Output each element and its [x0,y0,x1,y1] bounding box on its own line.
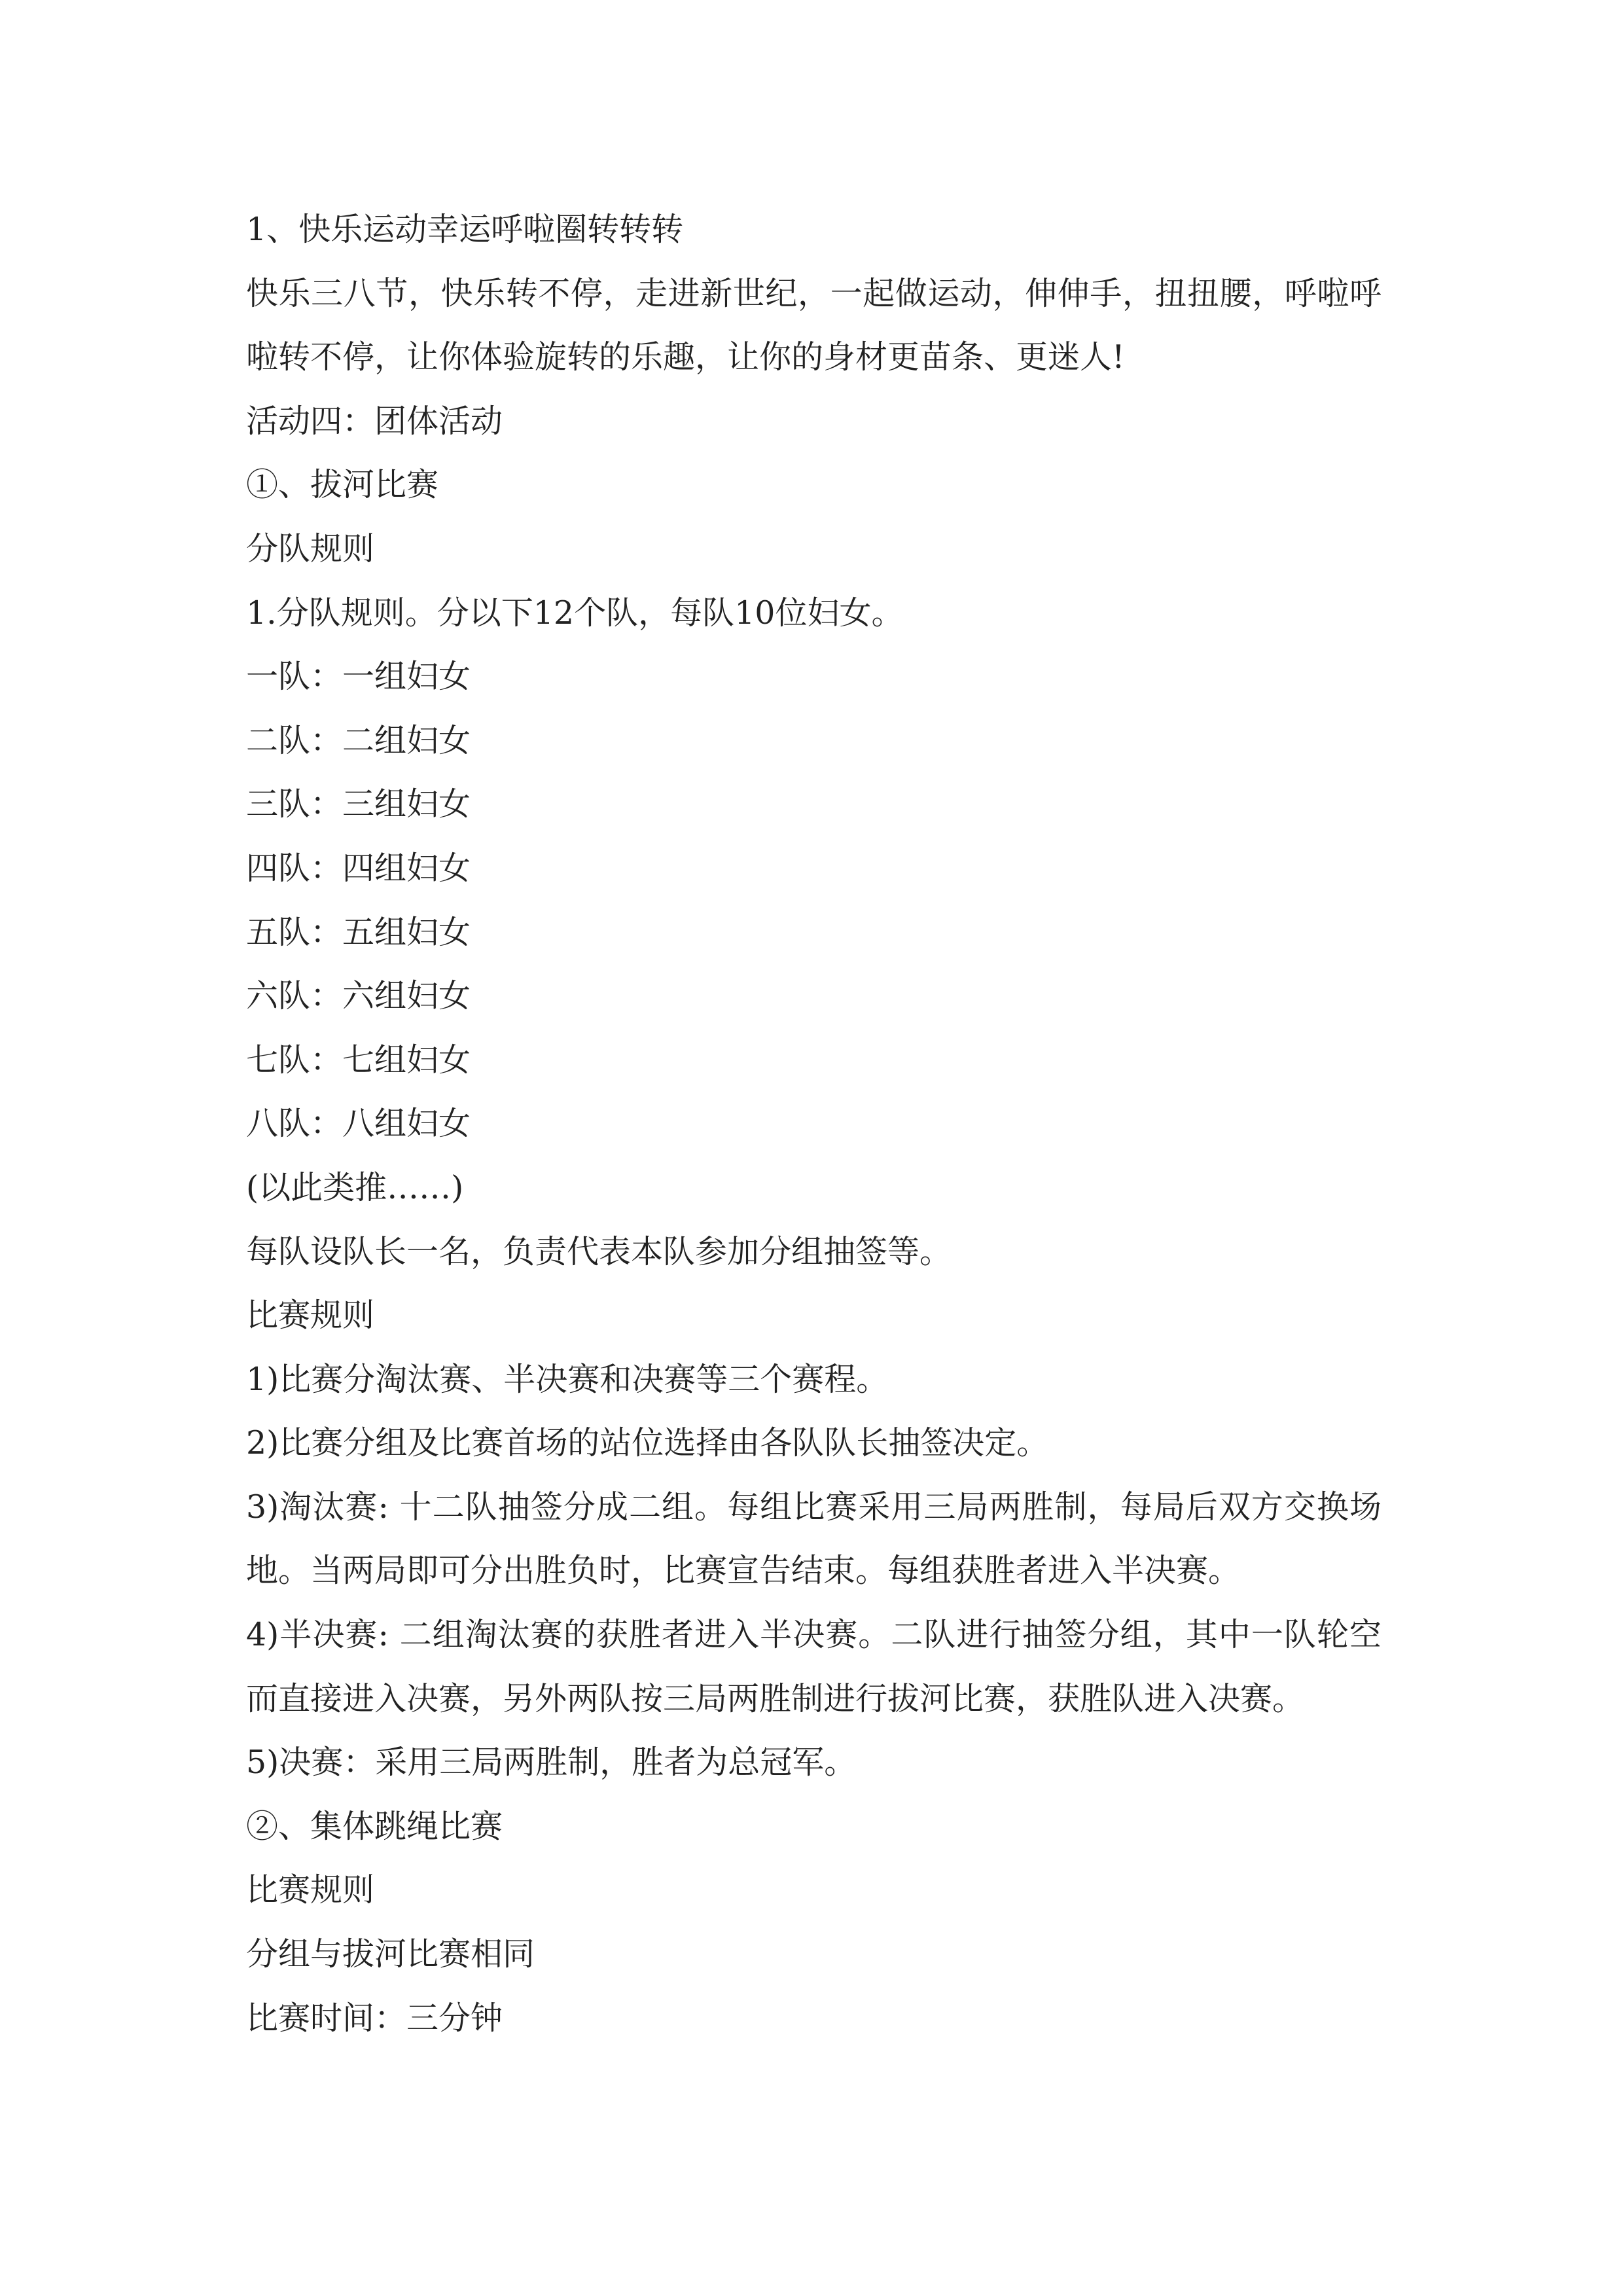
document-body [246,198,1382,2050]
rule-item: 5)决赛：采用三局两胜制，胜者为总冠军。 [246,1744,857,1782]
team-list-item: 三队：三组妇女 [246,785,471,823]
rule-item: 1)比赛分淘汰赛、半决赛和决赛等三个赛程。 [246,1360,889,1398]
team-list-item: 八队：八组妇女 [246,1105,471,1143]
section-heading-activity-four: 活动四：团体活动 [246,402,503,440]
team-list-item: 六队：六组妇女 [246,977,471,1015]
heading-competition-rules: 比赛规则 [246,1871,375,1909]
team-list-item: 一队：一组妇女 [246,658,471,696]
heading-competition-rules: 比赛规则 [246,1297,375,1335]
paragraph-team-captain: 每队设队长一名，负责代表本队参加分组抽签等。 [246,1232,952,1270]
subheading-group-jump-rope: ②、集体跳绳比赛 [246,1807,503,1845]
section-heading-hula-hoop: 1、快乐运动幸运呼啦圈转转转 [246,211,684,248]
heading-team-rules: 分队规则 [246,529,375,567]
paragraph-competition-time: 比赛时间：三分钟 [246,1999,503,2037]
rule-item: 4)半决赛: 二组淘汰赛的获胜者进入半决赛。二队进行抽签分组，其中一队轮空而直接进入决赛，另外两队按三局两胜制进行拔河比赛，获胜队进入决赛。 [246,1616,1382,1717]
rule-item: 3)淘汰赛: 十二队抽签分成二组。每组比赛采用三局两胜制，每局后双方交换场地。当两局即可分出胜负时，比赛宣告结束。每组获胜者进入半决赛。 [246,1488,1382,1590]
team-list-item: 四队：四组妇女 [246,849,471,887]
team-list-item: 五队：五组妇女 [246,913,471,951]
rule-item: 2)比赛分组及比赛首场的站位选择由各队队长抽签决定。 [246,1424,1049,1462]
subheading-tug-of-war: ①、拔河比赛 [246,466,439,504]
team-list-item: 二队：二组妇女 [246,721,471,759]
paragraph-team-rules: 1.分队规则。分以下12个队，每队10位妇女。 [246,594,904,632]
paragraph-grouping: 分组与拔河比赛相同 [246,1935,535,1973]
paragraph-hula-hoop-description: 快乐三八节，快乐转不停，走进新世纪，一起做运动，伸伸手，扭扭腰，呼啦呼啦转不停，让你体验旋转的乐趣，让你的身材更苗条、更迷人! [246,274,1382,376]
team-list-item: 七队：七组妇女 [246,1041,471,1079]
team-list-etc: (以此类推……) [246,1168,464,1206]
